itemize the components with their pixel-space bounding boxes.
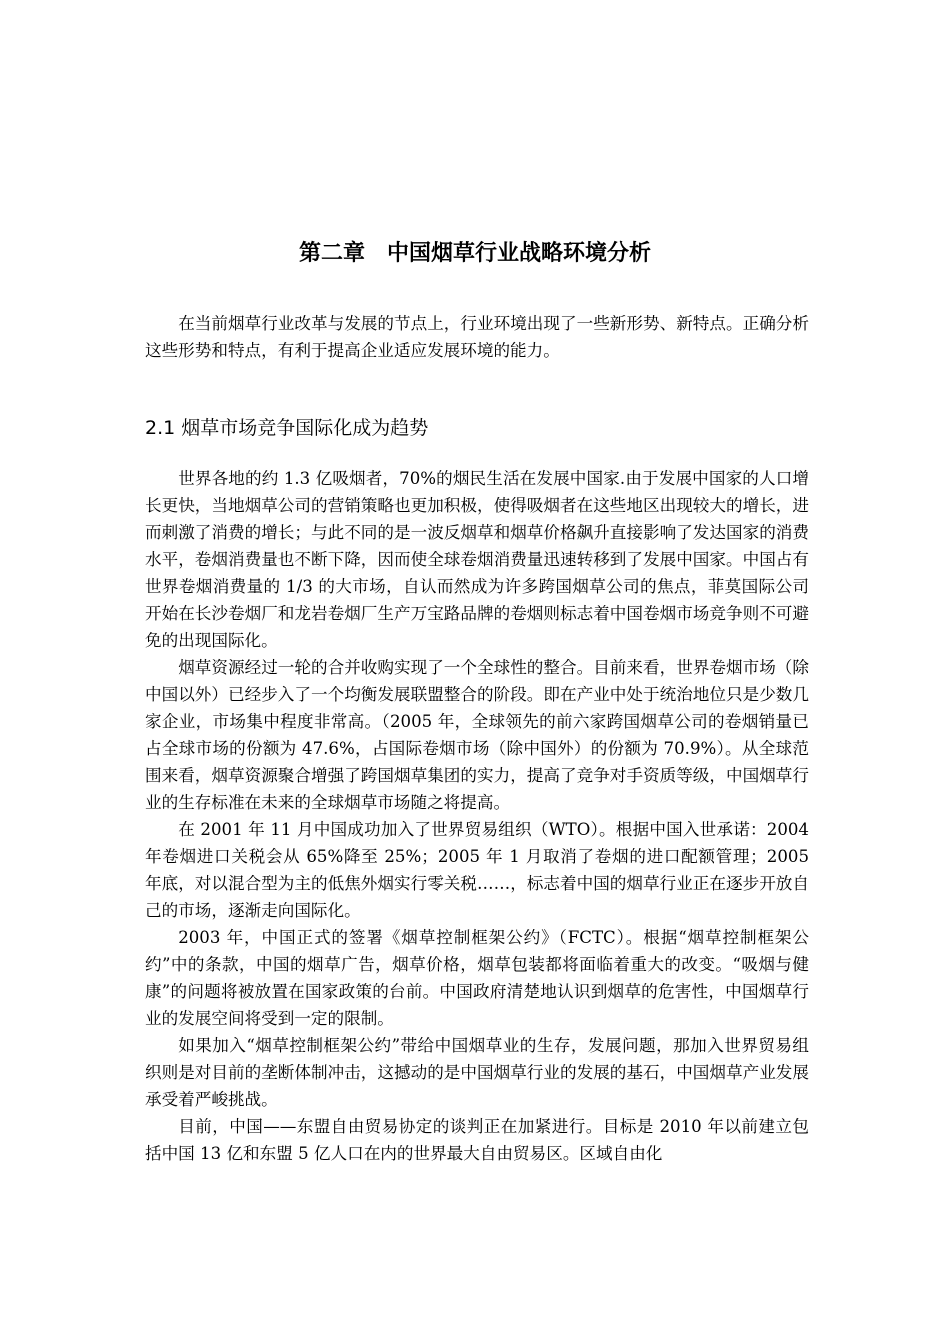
paragraph-6: 目前，中国——东盟自由贸易协定的谈判正在加紧进行。目标是 2010 年以前建立包括中国 13 亿和东盟 5 亿人口在内的世界最大自由贸易区。区域自由化 — [145, 1117, 809, 1163]
section-heading: 2.1 烟草市场竞争国际化成为趋势 — [145, 416, 429, 439]
chapter-title: 第二章 中国烟草行业战略环境分析 — [298, 240, 651, 266]
intro-paragraph: 在当前烟草行业改革与发展的节点上，行业环境出现了一些新形势、新特点。正确分析这些形势和特点，有利于提高企业适应发展环境的能力。 — [145, 314, 809, 360]
paragraph-3: 在 2001 年 11 月中国成功加入了世界贸易组织（WTO）。根据中国入世承诺：2004 年卷烟进口关税会从 65%降至 25%；2005 年 1 月取消了卷烟的进口配额管理；2005 年底，对以混合型为主的低焦外烟实行零关税……，标志着中国的烟草行业正在逐步开放自己的市场，逐渐走向国际化。 — [145, 820, 809, 920]
intro-text — [145, 310, 809, 364]
section-body — [145, 465, 809, 1167]
paragraph-1: 世界各地的约 1.3 亿吸烟者，70%的烟民生活在发展中国家.由于发展中国家的人口增长更快，当地烟草公司的营销策略也更加积极，使得吸烟者在这些地区出现较大的增长，进而刺激了消费的增长；与此不同的是一波反烟草和烟草价格飙升直接影响了发达国家的消费水平，卷烟消费量也不断下降，因而使全球卷烟消费量迅速转移到了发展中国家。中国占有世界卷烟消费量的 1/3 的大市场，自认而然成为许多跨国烟草公司的焦点，菲莫国际公司开始在长沙卷烟厂和龙岩卷烟厂生产万宝路品牌的卷烟则标志着中国卷烟市场竞争则不可避免的出现国际化。 — [145, 469, 810, 650]
paragraph-5: 如果加入“烟草控制框架公约”带给中国烟草业的生存，发展问题，那加入世界贸易组织则是对目前的垄断体制冲击，这撼动的是中国烟草行业的发展的基石，中国烟草产业发展承受着严峻挑战。 — [145, 1036, 809, 1109]
paragraph-4: 2003 年，中国正式的签署《烟草控制框架公约》（FCTC）。根据“烟草控制框架公约”中的条款，中国的烟草广告，烟草价格，烟草包装都将面临着重大的改变。“吸烟与健康”的问题将被放置在国家政策的台前。中国政府清楚地认识到烟草的危害性，中国烟草行业的发展空间将受到一定的限制。 — [145, 928, 809, 1028]
paragraph-2: 烟草资源经过一轮的合并收购实现了一个全球性的整合。目前来看，世界卷烟市场（除中国以外）已经步入了一个均衡发展联盟整合的阶段。即在产业中处于统治地位只是少数几家企业，市场集中程度非常高。（2005 年，全球领先的前六家跨国烟草公司的卷烟销量已占全球市场的份额为 47.6%，占国际卷烟市场（除中国外）的份额为 70.9%）。从全球范围来看，烟草资源聚合增强了跨国烟草集团的实力，提高了竞争对手资质等级，中国烟草行业的生存标准在未来的全球烟草市场随之将提高。 — [145, 658, 809, 812]
